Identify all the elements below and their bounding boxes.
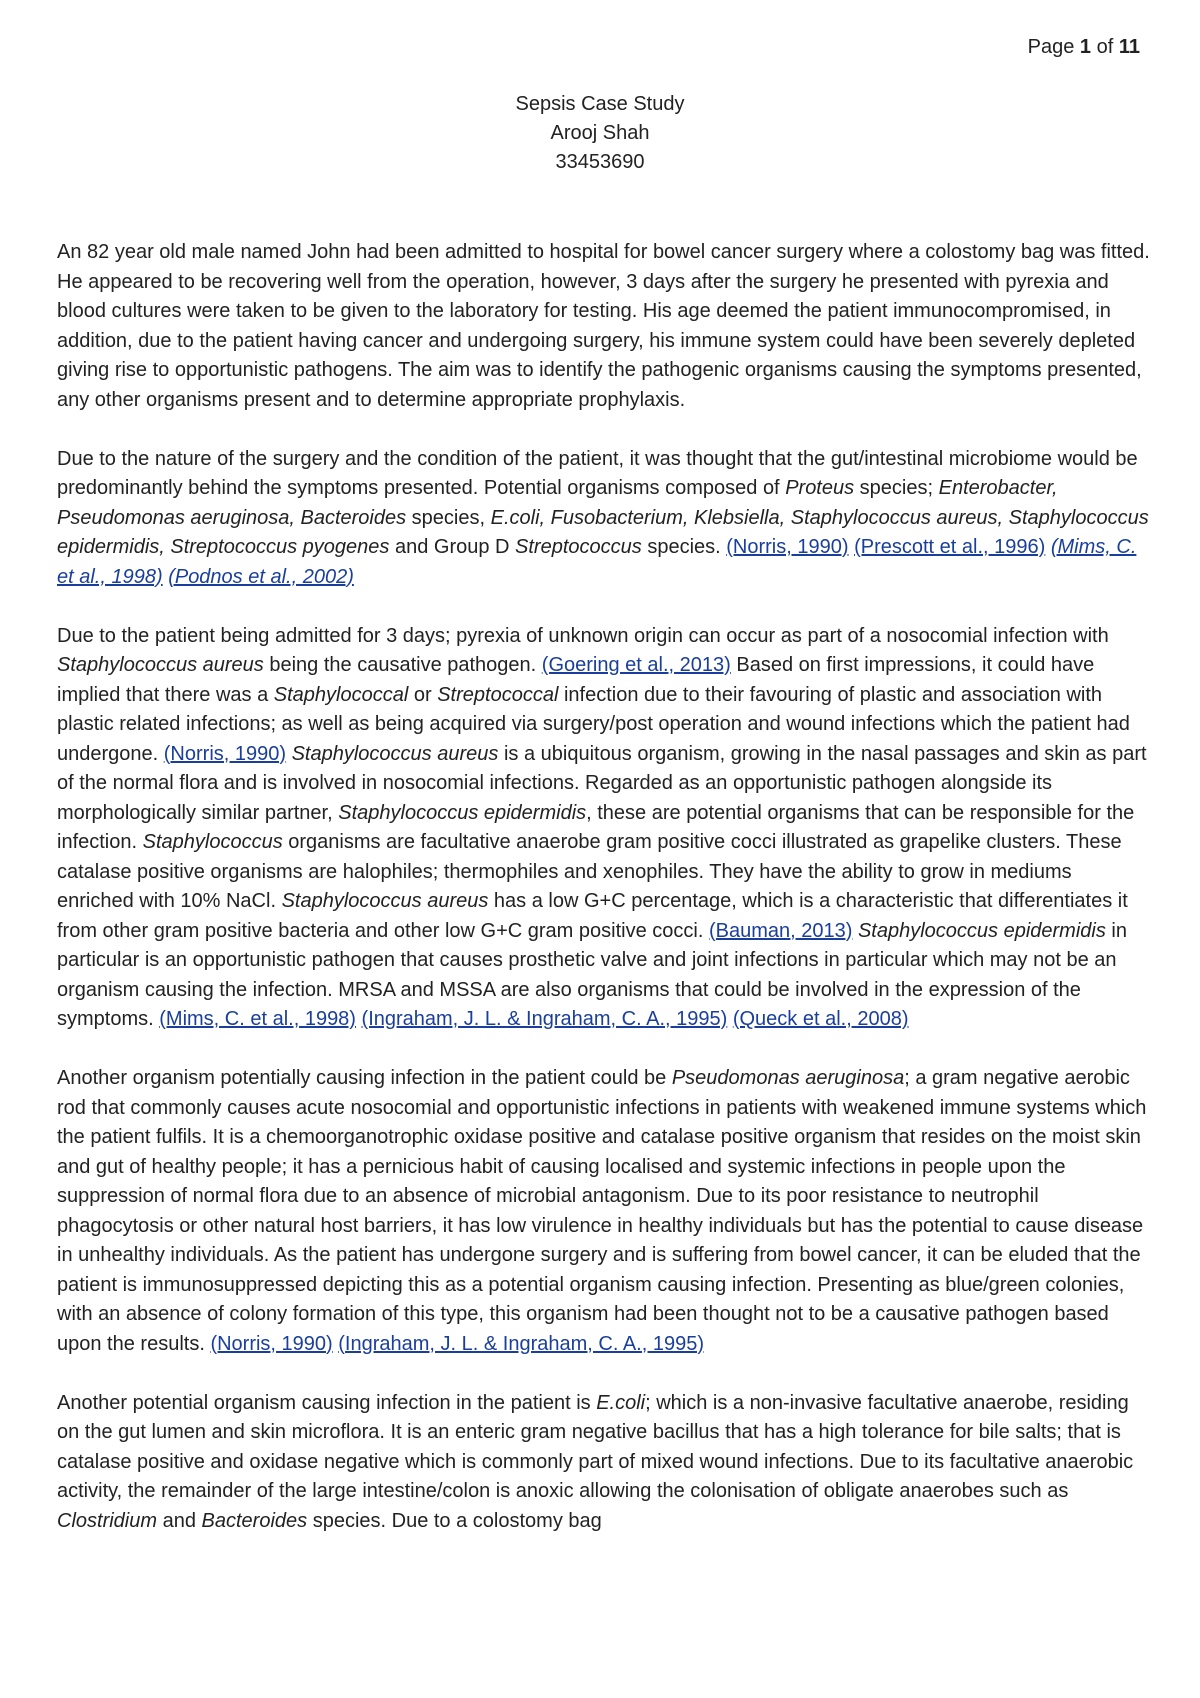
student-id: 33453690 xyxy=(555,151,645,173)
page-number: Page 1 of 11 xyxy=(1027,36,1140,58)
citation-link[interactable]: (Ingraham, J. L. & Ingraham, C. A., 1995) xyxy=(338,1332,704,1355)
citation-link[interactable]: (Queck et al., 2008) xyxy=(732,1008,909,1030)
citation-link[interactable]: (Norris, 1990) xyxy=(210,1332,333,1355)
paragraph-staphylococcus: Due to the patient being admitted for 3 days; pyrexia of unknown origin can occur as part of a nosocomial infection with Staphylococcus aureus being the causative pathogen. (Goering et al., 2013) Based on first impressions, it could have implied that there was a Staphylococcal or Streptococcal infection due to their favouring of plastic and association with plastic related infections; as well as being acquired via surgery/post operation and wound infections which the patient had undergone. (Norris, 1990) Staphylococcus aureus is a ubiquitous organism, growing in the nasal passages and skin as part of the normal flora and is involved in nosocomial infections. Regarded as an opportunistic pathogen alongside its morphologically similar partner, Staphylococcus epidermidis, these are potential organisms that can be responsible for the infection. Staphylococcus organisms are facultative anaerobe gram positive cocci illustrated as grapelike clusters. These catalase positive organisms are halophiles; thermophiles and xenophiles. They have the ability to grow in mediums enriched with 10% NaCl. Staphylococcus aureus has a low G+C percentage, which is a characteristic that differentiates it from other gram positive bacteria and other low G+C gram positive cocci. (Bauman, 2013) Staphylococcus epidermidis in particular is an opportunistic pathogen that causes prosthetic valve and joint infections in particular which may not be an organism causing the infection. MRSA and MSSA are also organisms that could be involved in the expression of the symptoms. (Mims, C. et al., 1998) (Ingraham, J. L. & Ingraham, C. A., 1995) (Queck et al., 2008) xyxy=(57,624,1147,1030)
paragraph-pseudomonas: Another organism potentially causing infection in the patient could be Pseudomonas aeruginosa; a gram negative aerobic rod that commonly causes acute nosocomial and opportunistic infections in patients with weakened immune systems which the patient fulfils. It is a chemoorganotrophic oxidase positive and catalase positive organism that resides on the moist skin and gut of healthy people; it has a pernicious habit of causing localised and systemic infections in people upon the suppression of normal flora due to an absence of microbial antagonism. Due to its poor resistance to neutrophil phagocytosis or other natural host barriers, it has low virulence in healthy individuals but has the potential to cause disease in unhealthy individuals. As the patient has undergone surgery and is suffering from bowel cancer, it can be eluded that the patient is immunosuppressed depicting this as a potential organism causing infection. Presenting as blue/green colonies, with an absence of colony formation of this type, this organism had been thought not to be a causative pathogen based upon the results. (Norris, 1990) (Ingraham, J. L. & Ingraham, C. A., 1995) xyxy=(57,1067,1147,1355)
citation-link[interactable]: (Prescott et al., 1996) xyxy=(854,536,1046,558)
citation-link[interactable]: (Goering et al., 2013) xyxy=(541,654,731,676)
document-title: Sepsis Case Study xyxy=(515,93,685,115)
citation-link[interactable]: (Ingraham, J. L. & Ingraham, C. A., 1995) xyxy=(361,1008,728,1030)
paragraph-ecoli: Another potential organism causing infection in the patient is E.coli; which is a non-invasive facultative anaerobe, residing on the gut lumen and skin microflora. It is an enteric gram negative bacillus that has a high tolerance for bile salts; that is catalase positive and oxidase negative which is commonly part of mixed wound infections. Due to its facultative anaerobic activity, the remainder of the large intestine/colon is anoxic allowing the colonisation of obligate anaerobes such as Clostridium and Bacteroides species. Due to a colostomy bag xyxy=(57,1391,1134,1532)
citation-link[interactable]: (Mims, C. et al., 1998) xyxy=(159,1008,356,1030)
document-header xyxy=(0,90,1200,177)
paragraph-microbiome: Due to the nature of the surgery and the condition of the patient, it was thought that the gut/intestinal microbiome would be predominantly behind the symptoms presented. Potential organisms composed of Proteus species; Enterobacter, Pseudomonas aeruginosa, Bacteroides species, E.coli, Fusobacterium, Klebsiella, Staphylococcus aureus, Staphylococcus epidermidis, Streptococcus pyogenes and Group D Streptococcus species. (Norris, 1990) (Prescott et al., 1996) (Mims, C. et al., 1998) (Podnos et al., 2002) xyxy=(57,447,1149,588)
citation-link[interactable]: (Podnos et al., 2002) xyxy=(168,565,354,588)
citation-link[interactable]: (Bauman, 2013) xyxy=(708,919,853,942)
citation-link[interactable]: (Norris, 1990) xyxy=(163,742,287,765)
paragraph-intro: An 82 year old male named John had been admitted to hospital for bowel cancer surgery where a colostomy bag was fitted. He appeared to be recovering well from the operation, however, 3 days after the surgery he presented with pyrexia and blood cultures were taken to be given to the laboratory for testing. His age deemed the patient immunocompromised, in addition, due to the patient having cancer and undergoing surgery, his immune system could have been severely depleted giving rise to opportunistic pathogens. The aim was to identify the pathogenic organisms causing the symptoms presented, any other organisms present and to determine appropriate prophylaxis. xyxy=(57,241,1150,411)
citation-link[interactable]: (Norris, 1990) xyxy=(726,536,849,558)
citation-link[interactable]: (Mims, C. et al., 1998) xyxy=(57,536,1137,588)
document-body xyxy=(57,238,1153,1536)
author-name: Arooj Shah xyxy=(550,122,650,144)
